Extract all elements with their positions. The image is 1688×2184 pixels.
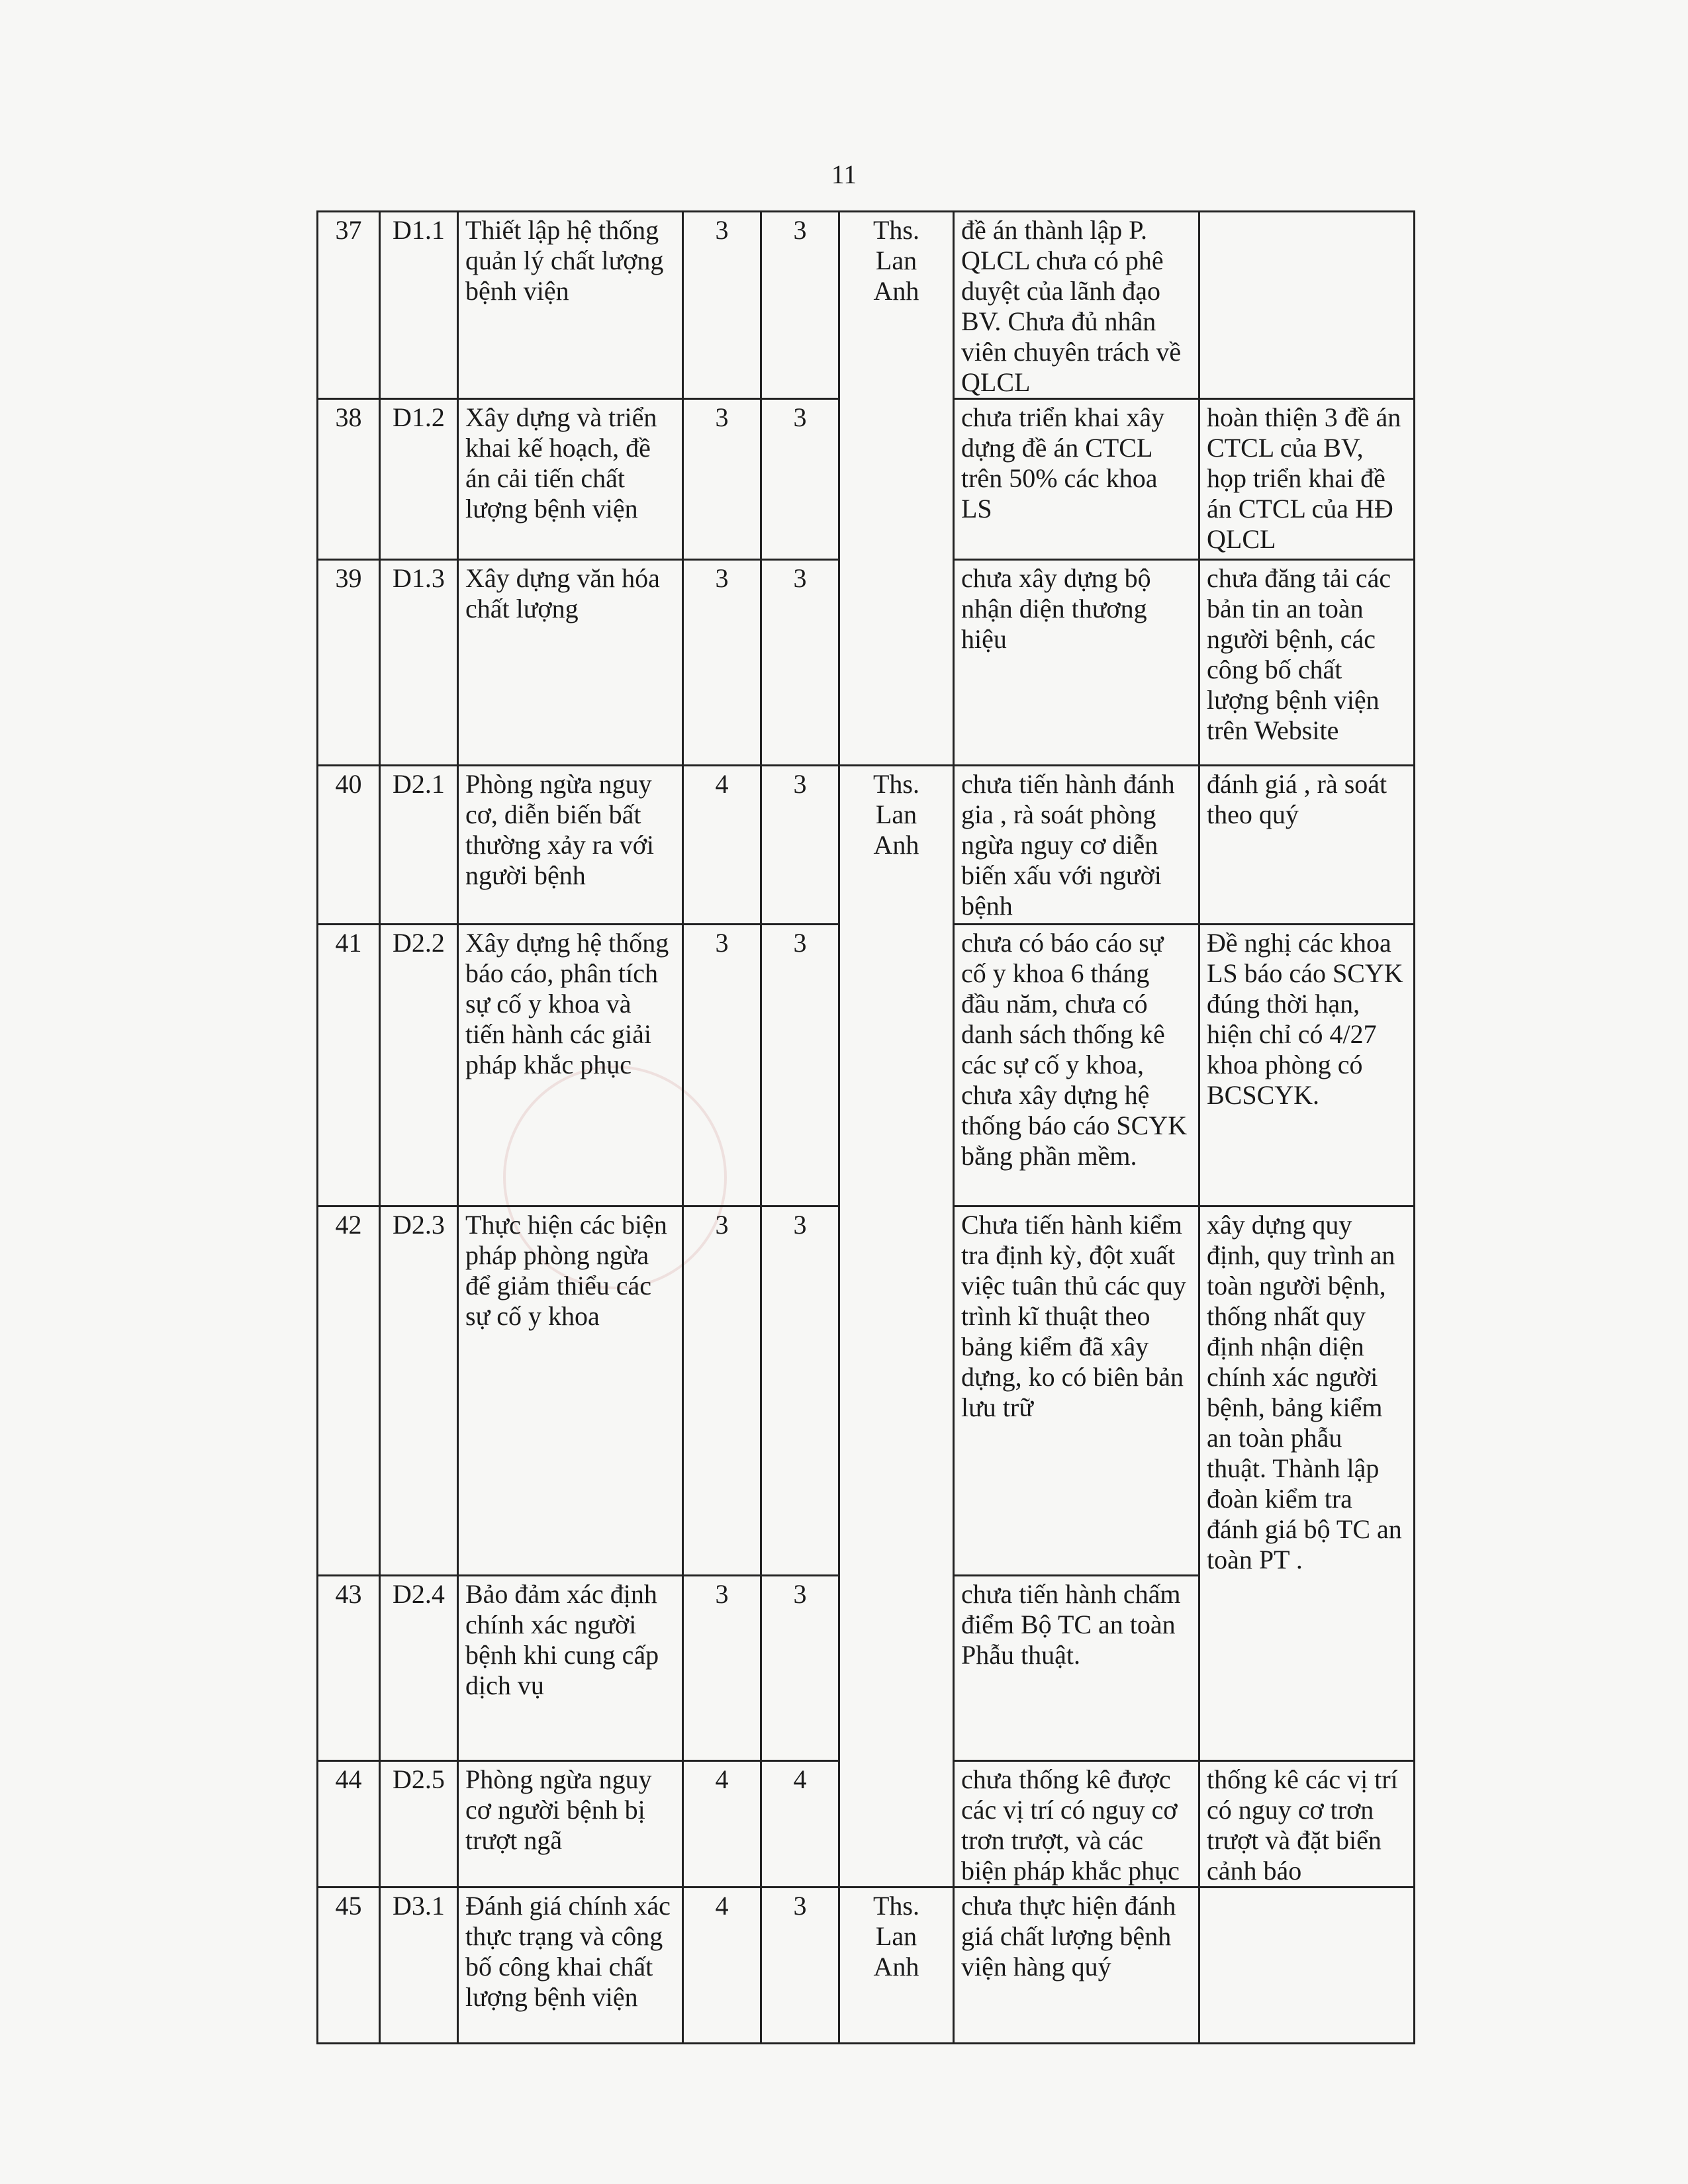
table-row	[318, 212, 1415, 399]
issue-cell: chưa thực hiện đánh giá chất lượng bệnh viện hàng quý	[954, 1887, 1199, 2043]
criterion-code: D2.2	[380, 925, 458, 1206]
issue-cell: chưa có báo cáo sự cố y khoa 6 tháng đầu năm, chưa có danh sách thống kê các sự cố y khoa, chưa xây dựng hệ thống báo cáo SCYK bằng phần mềm.	[954, 925, 1199, 1206]
score-cell: 3	[683, 925, 761, 1206]
score-cell: 3	[683, 212, 761, 399]
action-cell	[1199, 1575, 1415, 1760]
row-number: 43	[318, 1575, 380, 1760]
score-cell: 4	[683, 1760, 761, 1887]
table-row	[318, 1575, 1415, 1760]
owner-cell: Ths. Lan Anh	[839, 1887, 954, 2043]
issue-cell: chưa triển khai xây dựng đề án CTCL trên 50% các khoa LS	[954, 399, 1199, 560]
owner-cell: Ths. Lan Anh	[839, 766, 954, 925]
table-row	[318, 766, 1415, 925]
score-cell: 4	[761, 1760, 839, 1887]
action-cell: Đề nghị các khoa LS báo cáo SCYK đúng thời hạn, hiện chỉ có 4/27 khoa phòng có BCSCYK.	[1199, 925, 1415, 1206]
score-cell: 3	[761, 560, 839, 766]
score-cell: 3	[761, 1575, 839, 1760]
criterion-code: D2.4	[380, 1575, 458, 1760]
criterion-name: Phòng ngừa nguy cơ, diễn biến bất thường xảy ra với người bệnh	[458, 766, 683, 925]
table-row	[318, 560, 1415, 766]
action-cell: hoàn thiện 3 đề án CTCL của BV, họp triển khai đề án CTCL của HĐ QLCL	[1199, 399, 1415, 560]
issue-cell: Chưa tiến hành kiểm tra định kỳ, đột xuất việc tuân thủ các quy trình kĩ thuật theo bảng kiểm đã xây dựng, ko có biên bản lưu trữ	[954, 1206, 1199, 1576]
table-row	[318, 399, 1415, 560]
score-cell: 3	[761, 212, 839, 399]
action-cell: chưa đăng tải các bản tin an toàn người bệnh, các công bố chất lượng bệnh viện trên Website	[1199, 560, 1415, 766]
table-row	[318, 1760, 1415, 1887]
score-cell: 3	[683, 1206, 761, 1576]
issue-cell: chưa xây dựng bộ nhận diện thương hiệu	[954, 560, 1199, 766]
score-cell: 3	[683, 560, 761, 766]
score-cell: 3	[761, 399, 839, 560]
action-cell: đánh giá , rà soát theo quý	[1199, 766, 1415, 925]
criterion-name: Thực hiện các biện pháp phòng ngừa để giảm thiểu các sự cố y khoa	[458, 1206, 683, 1576]
score-cell: 4	[683, 1887, 761, 2043]
row-number: 42	[318, 1206, 380, 1576]
action-cell: xây dựng quy định, quy trình an toàn người bệnh, thống nhất quy định nhận diện chính xác người bệnh, bảng kiểm an toàn phẫu thuật. Thành lập đoàn kiểm tra đánh giá bộ TC an toàn PT .	[1199, 1206, 1415, 1576]
criterion-name: Phòng ngừa nguy cơ người bệnh bị trượt ngã	[458, 1760, 683, 1887]
row-number: 45	[318, 1887, 380, 2043]
criterion-code: D2.3	[380, 1206, 458, 1576]
criterion-name: Xây dựng hệ thống báo cáo, phân tích sự cố y khoa và tiến hành các giải pháp khắc phục	[458, 925, 683, 1206]
owner-cell	[839, 1206, 954, 1576]
owner-cell	[839, 1760, 954, 1887]
quality-criteria-table	[316, 210, 1415, 2044]
table-row	[318, 1206, 1415, 1576]
score-cell: 3	[761, 1887, 839, 2043]
action-cell	[1199, 1887, 1415, 2043]
owner-cell	[839, 399, 954, 560]
score-cell: 3	[761, 1206, 839, 1576]
criterion-code: D2.1	[380, 766, 458, 925]
criterion-name: Thiết lập hệ thống quản lý chất lượng bệnh viện	[458, 212, 683, 399]
criterion-code: D1.3	[380, 560, 458, 766]
table-row	[318, 1887, 1415, 2043]
score-cell: 3	[761, 766, 839, 925]
row-number: 44	[318, 1760, 380, 1887]
score-cell: 3	[761, 925, 839, 1206]
score-cell: 4	[683, 766, 761, 925]
row-number: 38	[318, 399, 380, 560]
issue-cell: chưa tiến hành chấm điểm Bộ TC an toàn Phẫu thuật.	[954, 1575, 1199, 1760]
row-number: 40	[318, 766, 380, 925]
row-number: 41	[318, 925, 380, 1206]
criterion-code: D1.2	[380, 399, 458, 560]
page-number: 11	[831, 159, 857, 189]
issue-cell: chưa tiến hành đánh gia , rà soát phòng ngừa nguy cơ diễn biến xấu với người bệnh	[954, 766, 1199, 925]
score-cell: 3	[683, 399, 761, 560]
table-row	[318, 925, 1415, 1206]
row-number: 39	[318, 560, 380, 766]
criterion-code: D3.1	[380, 1887, 458, 2043]
owner-cell: Ths. Lan Anh	[839, 212, 954, 399]
owner-cell	[839, 560, 954, 766]
criterion-name: Xây dựng văn hóa chất lượng	[458, 560, 683, 766]
score-cell: 3	[683, 1575, 761, 1760]
owner-cell	[839, 1575, 954, 1760]
criterion-name: Bảo đảm xác định chính xác người bệnh khi cung cấp dịch vụ	[458, 1575, 683, 1760]
criterion-name: Xây dựng và triển khai kế hoạch, đề án cải tiến chất lượng bệnh viện	[458, 399, 683, 560]
owner-cell	[839, 925, 954, 1206]
issue-cell: đề án thành lập P. QLCL chưa có phê duyệt của lãnh đạo BV. Chưa đủ nhân viên chuyên trách về QLCL	[954, 212, 1199, 399]
row-number: 37	[318, 212, 380, 399]
criterion-code: D2.5	[380, 1760, 458, 1887]
issue-cell: chưa thống kê được các vị trí có nguy cơ trơn trượt, và các biện pháp khắc phục	[954, 1760, 1199, 1887]
action-cell: thống kê các vị trí có nguy cơ trơn trượt và đặt biển cảnh báo	[1199, 1760, 1415, 1887]
criterion-code: D1.1	[380, 212, 458, 399]
criterion-name: Đánh giá chính xác thực trạng và công bố công khai chất lượng bệnh viện	[458, 1887, 683, 2043]
action-cell	[1199, 212, 1415, 399]
